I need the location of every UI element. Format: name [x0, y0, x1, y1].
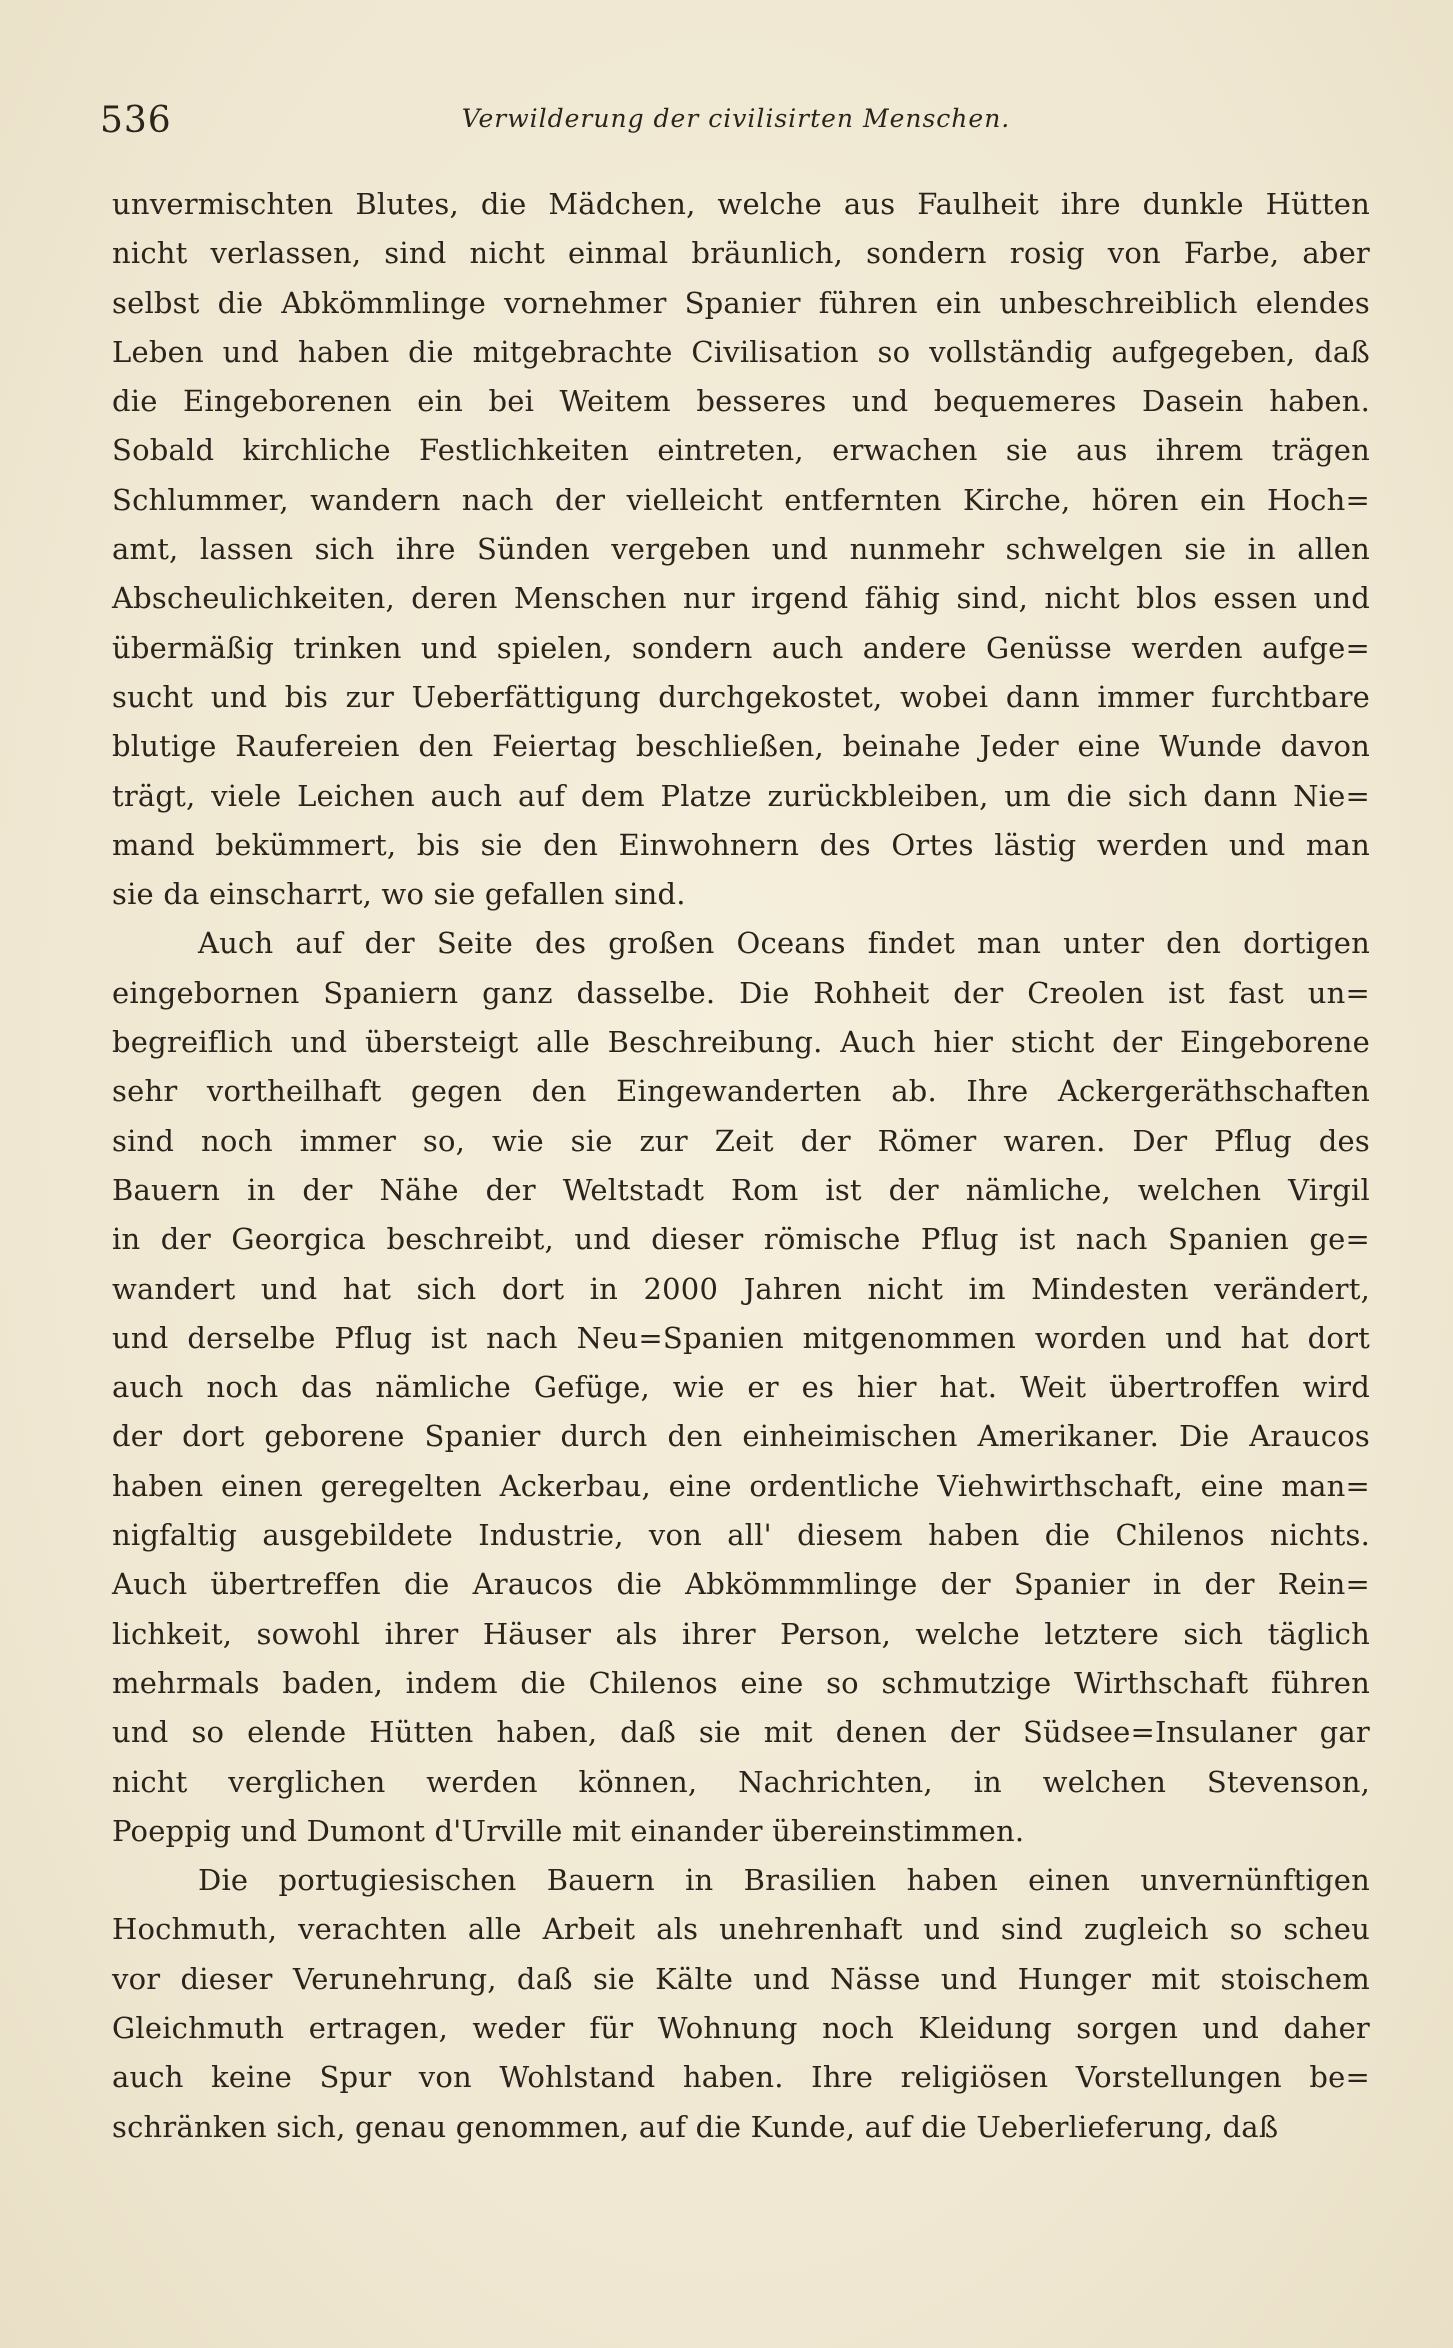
text-line: Auch übertreffen die Araucos die Abkömmmlinge der Spanier in der Rein= — [112, 1567, 1370, 1602]
text-line: auch noch das nämliche Gefüge, wie er es hier hat. Weit übertroffen wird — [112, 1370, 1370, 1405]
page-header — [100, 100, 1372, 156]
text-line: Sobald kirchliche Festlichkeiten eintreten, erwachen sie aus ihrem trägen — [112, 433, 1370, 468]
text-line: nigfaltig ausgebildete Industrie, von all' diesem haben die Chilenos nichts. — [112, 1518, 1370, 1553]
text-line: sehr vortheilhaft gegen den Eingewanderten ab. Ihre Ackergeräthschaften — [112, 1074, 1370, 1109]
text-line: und so elende Hütten haben, daß sie mit denen der Südsee=Insulaner gar — [112, 1715, 1370, 1750]
text-line: und derselbe Pflug ist nach Neu=Spanien mitgenommen worden und hat dort — [112, 1320, 1370, 1355]
text-line: in der Georgica beschreibt, und dieser römische Pflug ist nach Spanien ge= — [112, 1222, 1370, 1257]
body-text — [112, 180, 1370, 2152]
text-line: lichkeit, sowohl ihrer Häuser als ihrer Person, welche letztere sich täglich — [112, 1616, 1370, 1651]
text-line: sucht und bis zur Ueberfättigung durchgekostet, wobei dann immer furchtbare — [112, 679, 1370, 714]
text-line: schränken sich, genau genommen, auf die Kunde, auf die Ueberlieferung, daß — [112, 2109, 1279, 2144]
text-line: der dort geborene Spanier durch den einheimischen Amerikaner. Die Araucos — [112, 1419, 1370, 1454]
paragraph — [112, 180, 1370, 919]
text-line: Bauern in der Nähe der Weltstadt Rom ist der nämliche, welchen Virgil — [112, 1172, 1370, 1207]
text-line: amt, lassen sich ihre Sünden vergeben und nunmehr schwelgen sie in allen — [112, 532, 1370, 567]
text-line: Schlummer, wandern nach der vielleicht entfernten Kirche, hören ein Hoch= — [112, 482, 1370, 517]
text-line: nicht verlassen, sind nicht einmal bräunlich, sondern rosig von Farbe, aber — [112, 236, 1370, 271]
text-line: sie da einscharrt, wo sie gefallen sind. — [112, 877, 686, 912]
text-line: übermäßig trinken und spielen, sondern auch andere Genüsse werden aufge= — [112, 630, 1370, 665]
text-line: die Eingeborenen ein bei Weitem besseres und bequemeres Dasein haben. — [112, 384, 1370, 419]
text-line: haben einen geregelten Ackerbau, eine ordentliche Viehwirthschaft, eine man= — [112, 1468, 1370, 1503]
text-line: Poeppig und Dumont d'Urville mit einander übereinstimmen. — [112, 1813, 1025, 1848]
text-line: blutige Raufereien den Feiertag beschließen, beinahe Jeder eine Wunde davon — [112, 729, 1370, 764]
text-line: sind noch immer so, wie sie zur Zeit der Römer waren. Der Pflug des — [112, 1123, 1370, 1158]
text-line: mand bekümmert, bis sie den Einwohnern des Ortes lästig werden und man — [112, 827, 1370, 862]
text-line: Auch auf der Seite des großen Oceans findet man unter den dortigen — [198, 926, 1370, 961]
text-line: unvermischten Blutes, die Mädchen, welche aus Faulheit ihre dunkle Hütten — [112, 187, 1370, 221]
text-line: Leben und haben die mitgebrachte Civilisation so vollständig aufgegeben, daß — [112, 334, 1370, 369]
paragraph — [112, 1856, 1370, 2152]
paragraph — [112, 919, 1370, 1856]
text-line: Hochmuth, verachten alle Arbeit als unehrenhaft und sind zugleich so scheu — [112, 1912, 1370, 1947]
text-line: nicht verglichen werden können, Nachrichten, in welchen Stevenson, — [112, 1764, 1370, 1799]
text-line: begreiflich und übersteigt alle Beschreibung. Auch hier sticht der Eingeborene — [112, 1025, 1370, 1060]
text-line: trägt, viele Leichen auch auf dem Platze zurückbleiben, um die sich dann Nie= — [112, 778, 1370, 813]
text-line: eingebornen Spaniern ganz dasselbe. Die Rohheit der Creolen ist fast un= — [112, 975, 1370, 1010]
text-line: auch keine Spur von Wohlstand haben. Ihre religiösen Vorstellungen be= — [112, 2060, 1370, 2095]
text-line: Gleichmuth ertragen, weder für Wohnung noch Kleidung sorgen und daher — [112, 2010, 1370, 2045]
running-title: Verwilderung der civilisirten Menschen. — [461, 104, 1011, 133]
text-line: Abscheulichkeiten, deren Menschen nur irgend fähig sind, nicht blos essen und — [112, 581, 1370, 616]
text-line: selbst die Abkömmlinge vornehmer Spanier führen ein unbeschreiblich elendes — [112, 285, 1370, 320]
text-line: Die portugiesischen Bauern in Brasilien haben einen unvernünftigen — [198, 1863, 1370, 1898]
page-number: 536 — [100, 100, 172, 141]
text-line: vor dieser Verunehrung, daß sie Kälte und Nässe und Hunger mit stoischem — [112, 1961, 1370, 1996]
text-line: wandert und hat sich dort in 2000 Jahren nicht im Mindesten verändert, — [112, 1271, 1370, 1306]
text-line: mehrmals baden, indem die Chilenos eine so schmutzige Wirthschaft führen — [112, 1665, 1370, 1700]
